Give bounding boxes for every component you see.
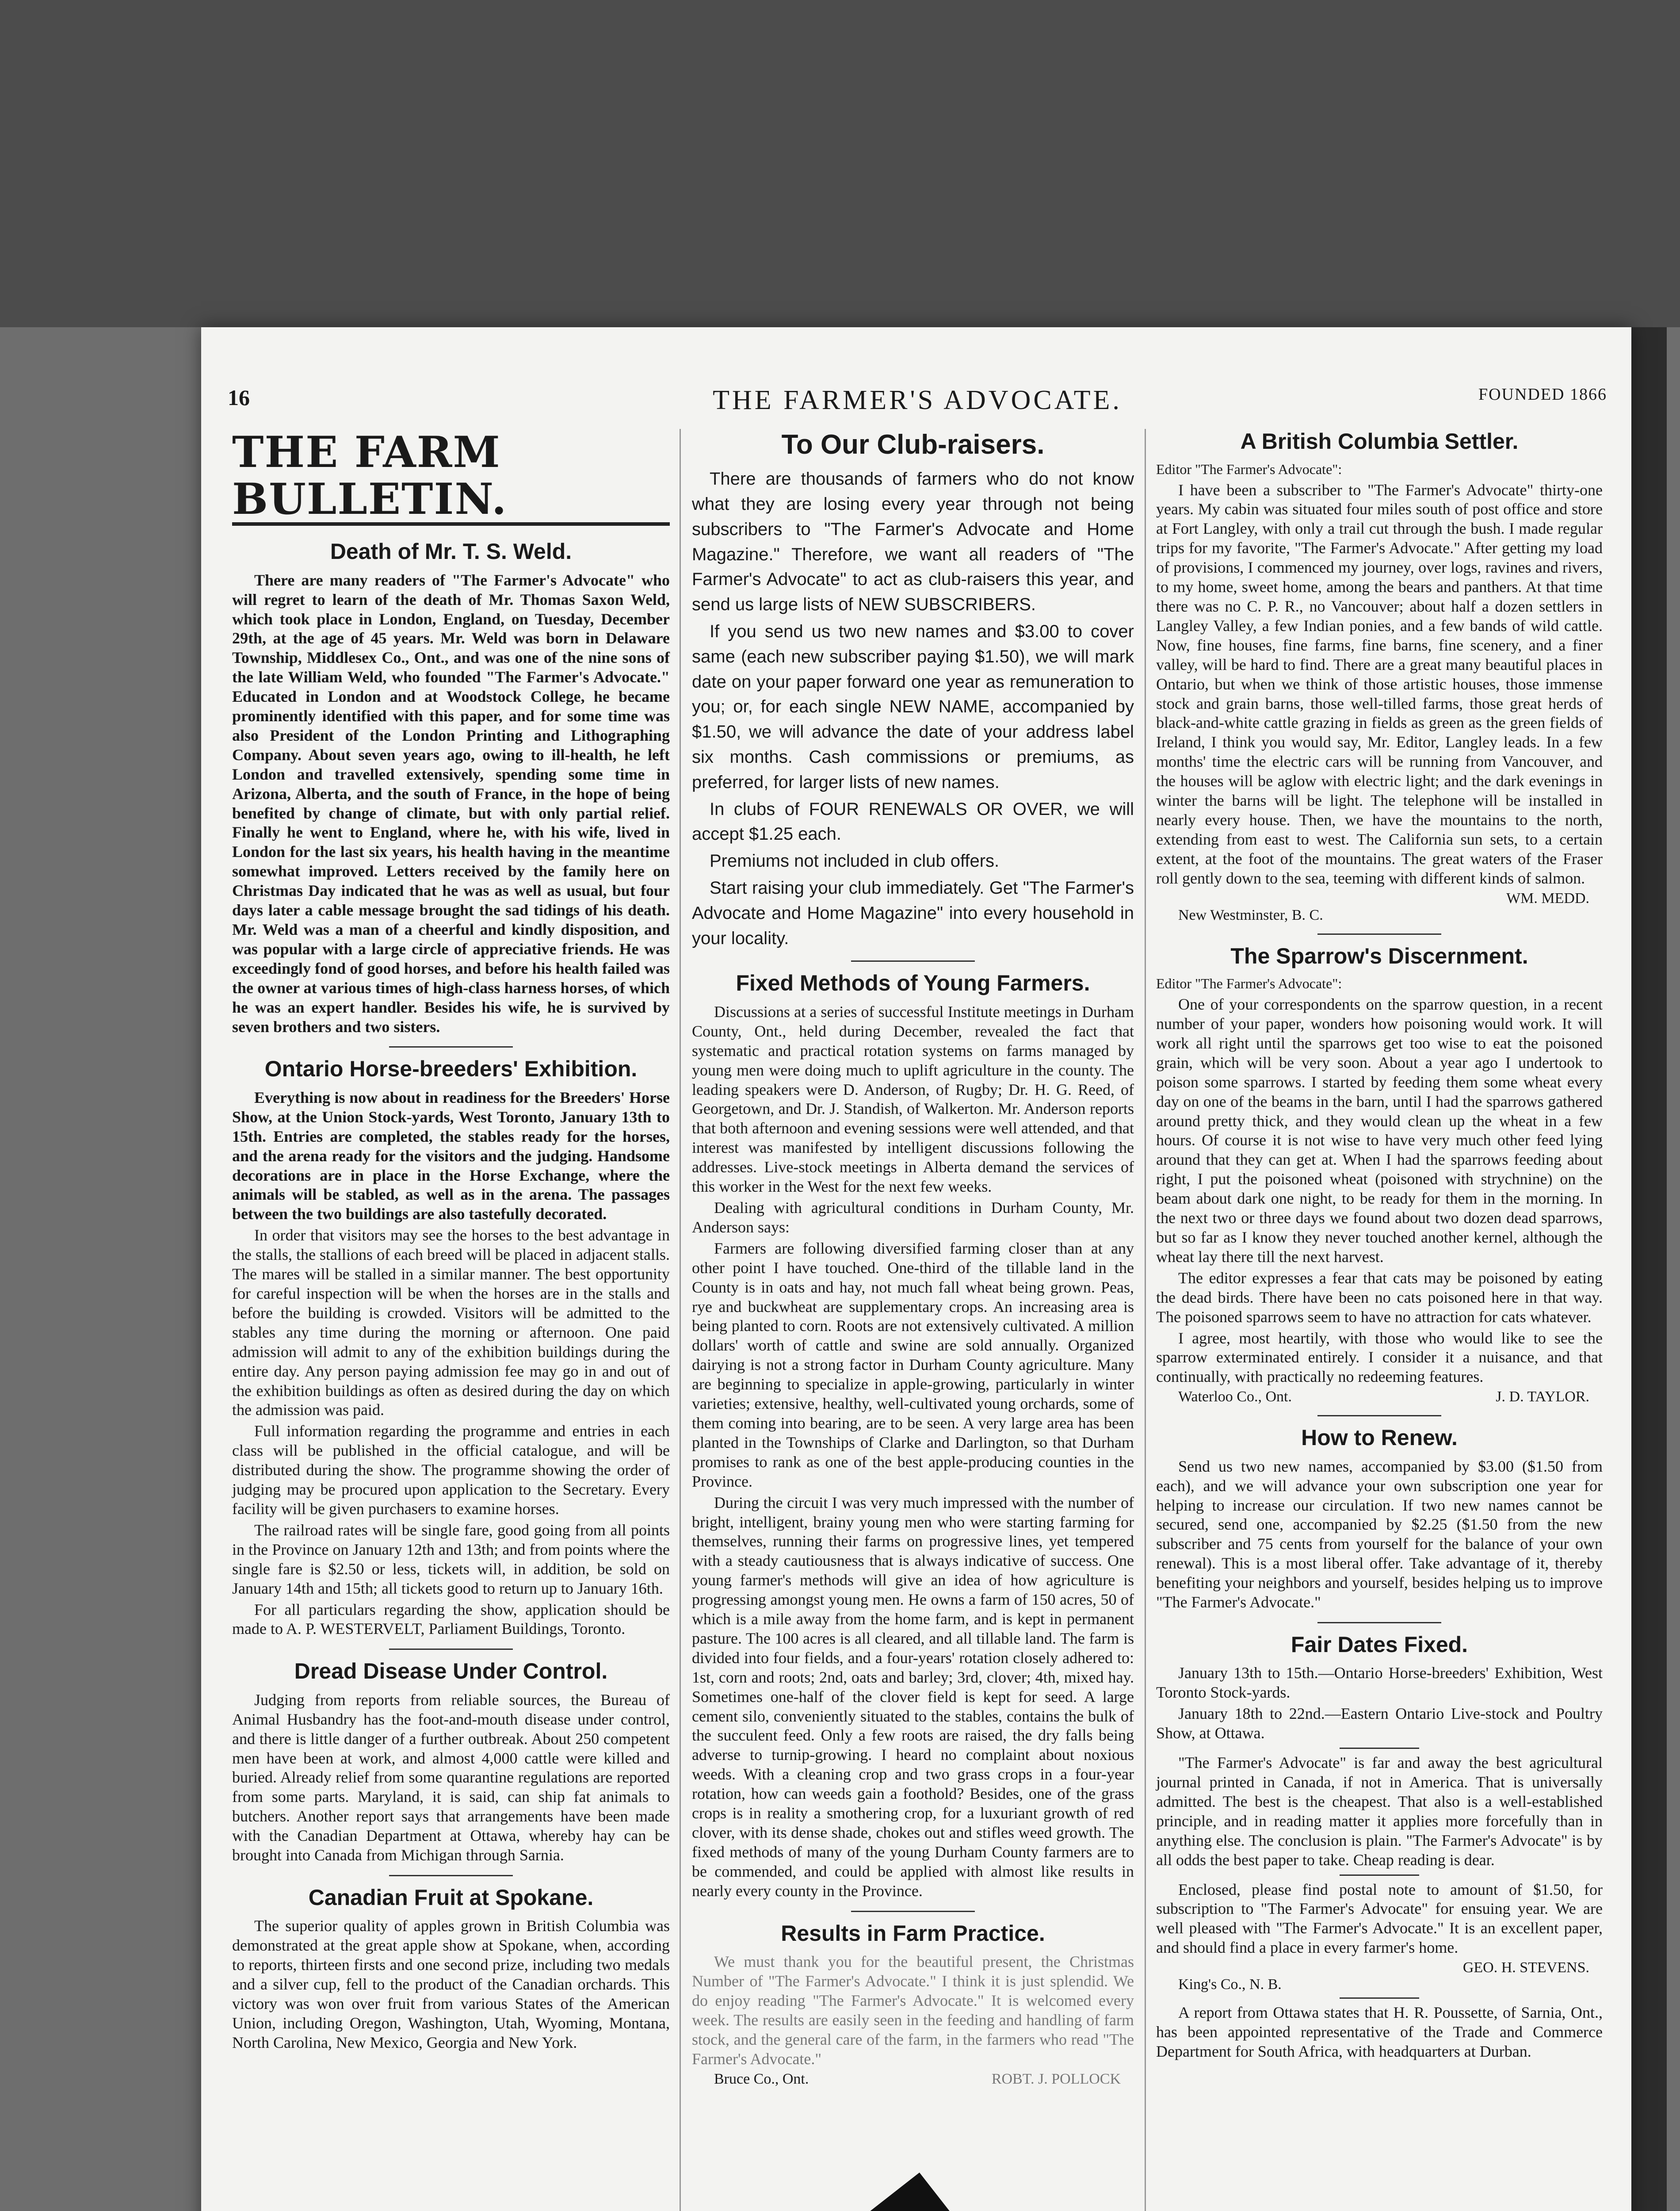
article-paragraph: "The Farmer's Advocate" is far and away the best agricultural journal printed in Canada, if not in America. That is universally admitted. The best is the cheapest. That also is a well-established principle, and in reading matter it applies more forcefully than in anything else. The conclusion is plain. "The Farmer's Advocate" is by all odds the best paper to take. Cheap reading is dear. [1156, 1754, 1603, 1869]
article-title: Canadian Fruit at Spokane. [308, 1885, 594, 1910]
signature-line [714, 2071, 1121, 2088]
article-paragraph: The editor expresses a fear that cats may be poisoned by eating the dead birds. There have been no cats poisoned here in that way. The poisoned sparrows seem to have no attraction for cats whatever. [1156, 1269, 1603, 1326]
article-fair-dates [1156, 1632, 1603, 2062]
signature-place: New Westminster, B. C. [1178, 907, 1323, 923]
article-title: Results in Farm Practice. [781, 1920, 1045, 1946]
article-fixed-methods [692, 971, 1134, 1901]
column-3 [1156, 429, 1603, 2063]
divider [1340, 1874, 1419, 1876]
article-sparrow [1156, 944, 1603, 1406]
page-number: 16 [228, 385, 250, 410]
divider [389, 1046, 513, 1048]
article-club-raisers [692, 429, 1134, 951]
article-title: A British Columbia Settler. [1240, 429, 1519, 454]
article-paragraph: If you send us two new names and $3.00 to cover same (each new subscriber paying $1.50), we will mark date on your paper forward one year as remuneration to you; or, for each single NEW NAME, accompanied by $1.50, we will advance the date of your address label six months. Cash commissions or premiums, as preferred, for larger lists of new names. [692, 622, 1134, 792]
column-rule [680, 429, 681, 2211]
column-2 [692, 429, 1134, 2088]
article-paragraph: Dealing with agricultural conditions in Durham County, Mr. Anderson says: [692, 1199, 1134, 1236]
article-how-to-renew [1156, 1425, 1603, 1612]
article-horse-breeders [232, 1056, 670, 1639]
article-paragraph: I agree, most heartily, with those who would like to see the sparrow exterminated entirely. I consider it a nuisance, and that continually, with practically no redeeming features. [1156, 1329, 1603, 1386]
editor-salutation: Editor "The Farmer's Advocate": [1156, 975, 1342, 992]
article-death-weld [232, 539, 670, 1037]
divider [1340, 1997, 1419, 1999]
article-paragraph: Premiums not included in club offers. [710, 851, 1000, 871]
scan-shadow [1631, 327, 1667, 2211]
article-paragraph: Everything is now about in readiness for the Breeders' Horse Show, at the Union Stock-yards, West Toronto, January 13th to 15th. Entries are completed, the stables ready for the horses, and the arena ready for the visitors and the judging. Handsome decorations are in place in the Horse Exchange, where the animals will be stabled, as well as in the arena. The passages between the two buildings are also tastefully decorated. [232, 1088, 670, 1223]
scan-background-top [0, 0, 1680, 327]
article-paragraph: Send us two new names, accompanied by $3.00 ($1.50 from each), and we will advance your own subscription one year for helping to increase our circulation. If two new names cannot be secured, send one, accompanied by $2.25 ($1.50 from the new subscriber and 75 cents from yourself for the balance of your own renewal). This is a most liberal offer. Take advantage of it, thereby benefiting your neighbors and yourself, besides helping us to improve "The Farmer's Advocate." [1156, 1457, 1603, 1611]
editor-salutation: Editor "The Farmer's Advocate": [1156, 461, 1342, 477]
article-paragraph: Discussions at a series of successful Institute meetings in Durham County, Ont., held during December, revealed the fact that systematic and practical rotation systems on farms managed by young men were doing much to uplift agriculture in the county. The leading speakers were D. Anderson, of Rugby; Dr. H. G. Reed, of Georgetown, and Dr. J. Standish, of Walkerton. Mr. Anderson reports that both afternoon and evening sessions were well attended, and that interest was manifested by intelligent discussions following the addresses. Live-stock meetings in Alberta demand the services of this worker in the West for the next few weeks. [692, 1002, 1134, 1196]
divider [1340, 1748, 1419, 1749]
article-paragraph: There are thousands of farmers who do not know what they are losing every year through not being subscribers to "The Farmer's Advocate and Home Magazine." Therefore, we want all readers of "The Farmer's Advocate" to act as club-raisers this year, and send us large lists of NEW SUBSCRIBERS. [692, 469, 1134, 615]
article-paragraph: There are many readers of "The Farmer's Advocate" who will regret to learn of the death of Mr. Thomas Saxon Weld, which took place in London, England, on Tuesday, December 29th, at the age of 45 years. Mr. Weld was born in Delaware Township, Middlesex Co., Ont., and was one of the nine sons of the late William Weld, who founded "The Farmer's Advocate." Educated in London and at Woodstock College, he became prominently identified with this paper, and for some time was also President of the London Printing and Lithographing Company. About seven years ago, owing to ill-health, he left London and travelled extensively, spending some time in Arizona, Alberta, and the south of France, in the hope of being benefited by change of climate, but with only partial relief. Finally he went to England, where he, with his wife, lived in London for the last six years, his health having in the meantime somewhat improved. Letters received by the family here on Christmas Day indicated that he was as well as usual, but four days later a cable message brought the sad tidings of his death. Mr. Weld was a man of a cheerful and kindly disposition, and was popular with a large circle of appreciative friends. He was exceedingly fond of good horses, and before his health failed was the owner at various times of high-class harness horses, of which he was an expert handler. Besides his wife, he is survived by seven brothers and two sisters. [232, 571, 670, 1036]
article-paragraph: The superior quality of apples grown in British Columbia was demonstrated at the great apple show at Spokane, when, according to reports, thirteen firsts and one second prize, including two medals and a silver cup, fell to the product of the Canadian orchards. This victory was won over fruit from various States of the American Union, including Oregon, Washington, Utah, Wyoming, Montana, North Carolina, New Mexico, Georgia and New York. [232, 1917, 670, 2051]
divider [851, 960, 975, 962]
masthead: THE FARMER'S ADVOCATE. [713, 385, 1122, 415]
article-paragraph: One of your correspondents on the sparrow question, in a recent number of your paper, wonders how poisoning would work. It will work all right until the sparrows get too wise to eat the poisoned grain, which will be very soon. About a year ago I undertook to poison some sparrows. I started by feeding them some wheat every day on one of the beams in the barn, until I had the sparrows gathered around pretty thick, and they would clean up the wheat in a few hours. Of course it is not wise to have very much other feed lying around that they can get at. When I had the sparrows feeding about right, I put the poisoned wheat (poisoned with strychnine) on the beam about dark one night, to be ready for them in the morning. In the next two or three days we found about two dozen dead sparrows, but so far as I know they never touched another kernel, although the wheat lay there till the next harvest. [1156, 995, 1603, 1266]
divider [1317, 1415, 1441, 1416]
article-dread-disease [232, 1659, 670, 1865]
founded-date: FOUNDED 1866 [1478, 385, 1607, 404]
article-canadian-fruit [232, 1885, 670, 2053]
article-results-farm-practice [692, 1921, 1134, 2088]
divider [851, 1911, 975, 1912]
article-paragraph: In order that visitors may see the horses to the best advantage in the stalls, the stallions of each breed will be placed in adjacent stalls. The mares will be stalled in a similar manner. The best opportunity for careful inspection will be when the horses are in the stalls and before the building is crowded. Visitors will be admitted to the stables any time during the morning or afternoon. One paid admission will admit to any of the exhibition buildings during the entire day. Any person paying admission fee may go in and out of the exhibition buildings as often as desired during the day on which the admission was paid. [232, 1226, 670, 1419]
page-header [228, 385, 1607, 420]
article-paragraph: I have been a subscriber to "The Farmer's Advocate" thirty-one years. My cabin was situated four miles south of post office and store at Fort Langley, with only a trail cut through the bush. I made regular trips for my favorite, "The Farmer's Advocate." After getting my load of provisions, I commenced my journey, over logs, ravines and rivers, to my home, sweet home, among the bears and panthers. At that time there was no C. P. R., no Vancouver; about half a dozen settlers in Langley Valley, a few Indian ponies, and a few bands of wild cattle. Now, fine houses, fine farms, fine barns, fine scenery, and a finer valley, will be hard to find. There are a great many beautiful places in Ontario, but when we think of those artistic houses, those immense stock and grain barns, those well-tilled farms, those great herds of black-and-white cattle grazing in fields as green as the green fields of Ireland, I think you would say, Mr. Editor, Langley leads. In a few months' time the electric cars will be running from Vancouver, and the houses will be aglow with electric light; and the dark evenings in winter the barns will be light. The telephone will be installed in nearly every house. Then, we have the mountains to the north, extending from east to west. The California sun sets, to a certain extent, at the foot of the mountains. The great waters of the Fraser roll gently down to the sea, teeming with different kinds of salmon. [1156, 481, 1603, 887]
article-title: Fair Dates Fixed. [1291, 1632, 1468, 1657]
newspaper-page [201, 327, 1631, 2211]
signature-place: Bruce Co., Ont. [714, 2070, 809, 2087]
divider [1317, 1622, 1441, 1623]
signature-name: GEO. H. STEVENS. [1462, 1959, 1589, 1976]
signature-name: ROBT. J. POLLOCK [991, 2070, 1121, 2087]
signature-name: WM. MEDD. [1506, 890, 1589, 907]
signature-name: J. D. TAYLOR. [1496, 1389, 1589, 1405]
column-rule [1145, 429, 1146, 2211]
article-paragraph: Full information regarding the programme and entries in each class will be published in the official catalogue, and will be distributed during the show. The programme showing the order of judging may be procured upon application to the Secretary. Every facility will be given purchasers to examine horses. [232, 1422, 670, 1518]
article-paragraph: Judging from reports from reliable sources, the Bureau of Animal Husbandry has the foot-and-mouth disease under control, and there is little danger of a further outbreak. About 250 competent men have been at work, and almost 4,000 cattle were killed and buried. Already relief from some quarantine regulations are reported from some parts. Maryland, it is said, can ship fat animals to butchers. Another report says that arrangements have been made with the Canadian Department at Ottawa, whereby hay can be brought into Canada from Michigan through Sarnia. [232, 1691, 670, 1864]
article-paragraph: The railroad rates will be single fare, good going from all points in the Province on January 12th and 13th; and from points where the single fare is $2.50 or less, tickets will, in addition, be sold on January 14th and 15th; all tickets good to return up to January 16th. [232, 1521, 670, 1597]
article-paragraph: Enclosed, please find postal note to amount of $1.50, for subscription to "The Farmer's Advocate" for ensuing year. We are well pleased with "The Farmer's Advocate." It is an excellent paper, and should find a place in every farmer's home. [1156, 1880, 1603, 1957]
article-paragraph: A report from Ottawa states that H. R. Poussette, of Sarnia, Ont., has been appointed representative of the Trade and Commerce Department for South Africa, with headquarters at Durban. [1156, 2004, 1603, 2060]
divider [389, 1875, 513, 1876]
article-paragraph: January 18th to 22nd.—Eastern Ontario Live-stock and Poultry Show, at Ottawa. [1156, 1705, 1603, 1742]
signature-line [1178, 1389, 1589, 1405]
article-title: The Sparrow's Discernment. [1230, 943, 1528, 968]
article-paragraph: January 13th to 15th.—Ontario Horse-breeders' Exhibition, West Toronto Stock-yards. [1156, 1664, 1603, 1702]
article-paragraph: Start raising your club immediately. Get "The Farmer's Advocate and Home Magazine" into every household in your locality. [692, 878, 1134, 948]
article-title: To Our Club-raisers. [781, 429, 1045, 460]
article-paragraph: Farmers are following diversified farming closer than at any other point I have touched. One-third of the tillable land in the County is in oats and hay, not much fall wheat being grown. Peas, rye and buckwheat are supplementary crops. An increasing area is being planted to corn. Roots are not extensively cultivated. A million dollars' worth of cattle and swine are sold annually. Organized dairying is not a strong factor in Durham County agriculture. Many are beginning to specialize in apple-growing, particularly in winter varieties; extensive, healthy, well-cultivated young orchards, some of them coming into bearing, are to be seen. A very large area has been planted in the Townships of Clarke and Darlington, so that Durham promises to rank as one of the best apple-producing counties in the Province. [692, 1239, 1134, 1490]
farm-bulletin-banner: THE FARM BULLETIN. [232, 429, 670, 526]
article-title: Dread Disease Under Control. [294, 1659, 608, 1684]
signature-place: King's Co., N. B. [1178, 1976, 1282, 1993]
article-paragraph: We must thank you for the beautiful present, the Christmas Number of "The Farmer's Advocate." I think it is just splendid. We do enjoy reading "The Farmer's Advocate." It is welcomed every week. The results are easily seen in the feeding and handling of farm stock, and the general care of the farm, in the farmers who read "The Farmer's Advocate." [692, 1953, 1134, 2068]
article-paragraph: For all particulars regarding the show, application should be made to A. P. WESTERVELT, Parliament Buildings, Toronto. [232, 1600, 670, 1638]
column-1 [232, 429, 670, 2054]
article-paragraph: In clubs of FOUR RENEWALS OR OVER, we will accept $1.25 each. [692, 799, 1134, 844]
article-paragraph: During the circuit I was very much impressed with the number of bright, intelligent, brainy young men who were starting farming for themselves, running their farms on progressive lines, yet tempered with a steady cautiousness that is always indicative of success. One young farmer's methods will give an idea of how agriculture is progressing amongst young men. He owns a farm of 150 acres, 50 of which is a mile away from the home farm, and is kept in permanent pasture. The 100 acres is all cleared, and all tillable land. The farm is divided into four fields, and a four-years' rotation closely adhered to: 1st, corn and roots; 2nd, oats and barley; 3rd, clover; 4th, mixed hay. Sometimes one-half of the clover field is kept for seed. A large cement silo, conveniently situated to the stables, contains the bulk of the succulent feed. Only a few roots are raised, the dry falls being adverse to turnip-growing. I heard no complaint about noxious weeds. With a cleaning crop and two grass crops in a four-year rotation, how can weeds gain a foothold? Besides, one of the grass crops is in reality a smothering crop, for a luxuriant growth of red clover, with its dense shade, chokes out and stifles weed growth. The fixed methods of many of the young Durham County farmers are to be commended, and could be applied with almost like results in nearly every county in the Province. [692, 1493, 1134, 1900]
article-bc-settler [1156, 429, 1603, 924]
article-title: Death of Mr. T. S. Weld. [330, 539, 572, 564]
article-title: Fixed Methods of Young Farmers. [736, 971, 1090, 996]
signature-place: Waterloo Co., Ont. [1178, 1389, 1292, 1405]
divider [1317, 933, 1441, 935]
divider [389, 1649, 513, 1650]
article-title: Ontario Horse-breeders' Exhibition. [264, 1056, 638, 1082]
article-title: How to Renew. [1301, 1425, 1458, 1450]
